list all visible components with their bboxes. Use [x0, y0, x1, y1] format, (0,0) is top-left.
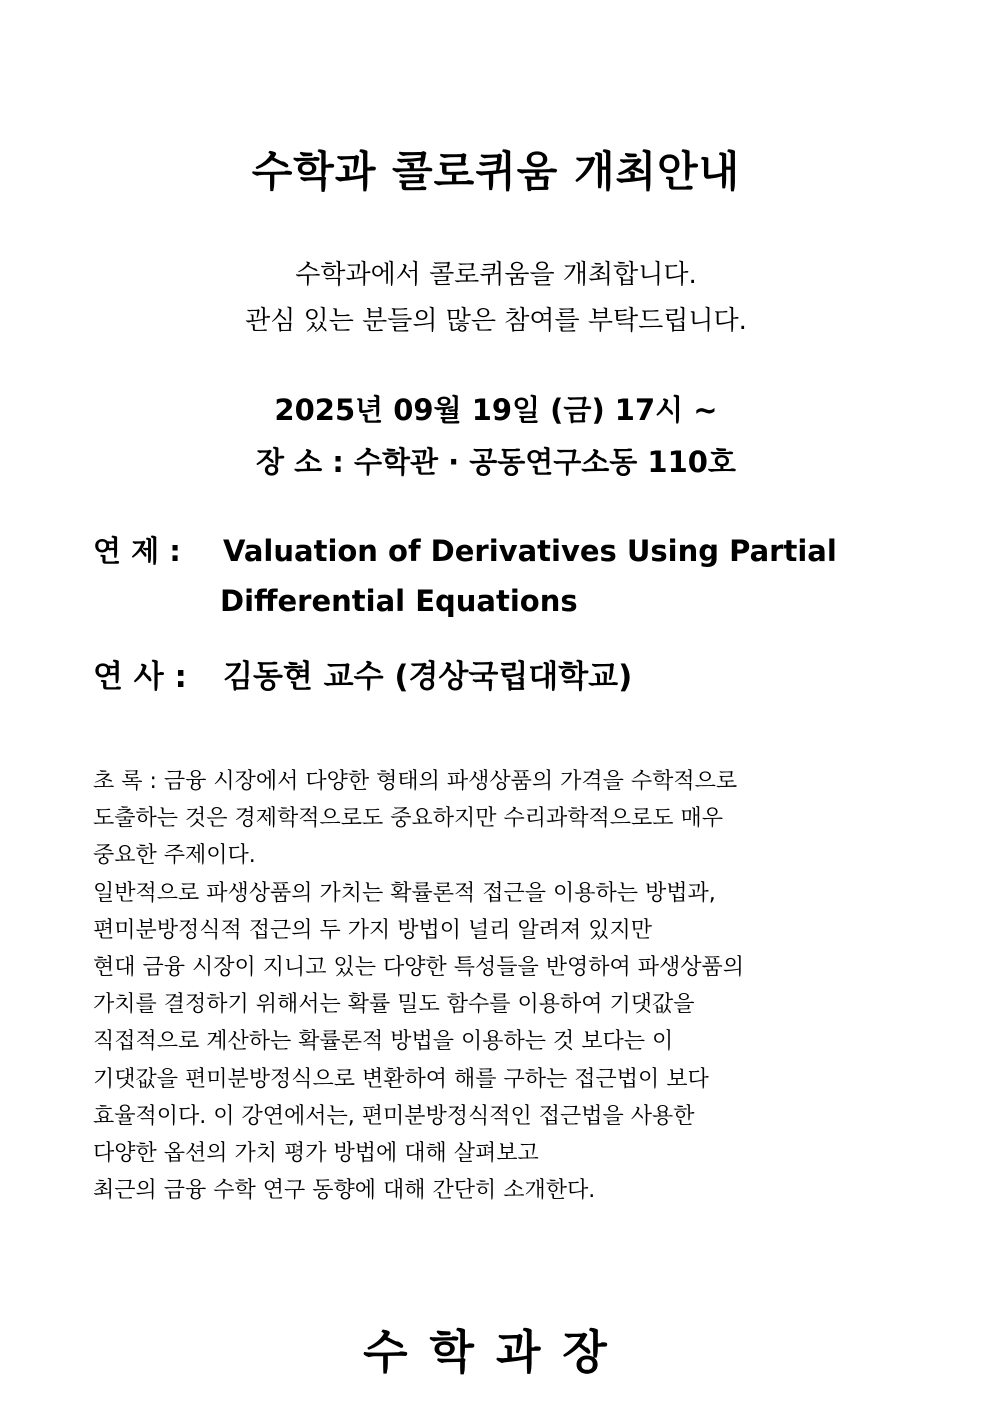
- intro-line: 수학과에서 콜로퀴움을 개최합니다.: [295, 260, 697, 290]
- event-place: [0, 436, 992, 488]
- event-datetime: 2025년 09월 19일 (금) 17시 ~: [274, 393, 718, 427]
- intro-line: 관심 있는 분들의 많은 참여를 부탁드립니다.: [245, 306, 747, 336]
- abstract-line: 편미분방정식적 접근의 두 가지 방법이 널리 알려져 있지만: [93, 917, 653, 943]
- issuer-signature: 수학과장: [363, 1325, 629, 1379]
- place-label: 장 소 :: [256, 445, 344, 479]
- page-title: 수학과 콜로퀴움 개최안내: [251, 147, 741, 196]
- topic-title-line: Valuation of Derivatives Using Partial: [223, 534, 837, 568]
- topic-row: [93, 526, 837, 576]
- abstract-line: 현대 금융 시장이 지니고 있는 다양한 특성들을 반영하여 파생상품의: [93, 955, 745, 981]
- abstract-line: 일반적으로 파생상품의 가치는 확률론적 접근을 이용하는 방법과,: [93, 880, 716, 906]
- intro-text: [0, 252, 992, 344]
- talk-speaker: [93, 652, 632, 702]
- speaker-label: 연 사 :: [93, 659, 187, 695]
- abstract-line: 직접적으로 계산하는 확률론적 방법을 이용하는 것 보다는 이: [93, 1029, 674, 1055]
- event-info: [0, 384, 992, 488]
- topic-label: 연 제 :: [93, 534, 181, 568]
- abstract-line: 도출하는 것은 경제학적으로도 중요하지만 수리과학적으로도 매우: [93, 806, 724, 832]
- abstract-line: 최근의 금융 수학 연구 동향에 대해 간단히 소개한다.: [93, 1178, 596, 1204]
- topic-row: [93, 576, 837, 626]
- talk-topic: [93, 526, 837, 626]
- abstract-line: 가치를 결정하기 위해서는 확률 밀도 함수를 이용하여 기댓값을: [93, 992, 695, 1018]
- abstract-line: 다양한 옵션의 가치 평가 방법에 대해 살펴보고: [93, 1141, 539, 1167]
- place-value: 수학관 · 공동연구소동 110호: [353, 445, 736, 479]
- abstract-line: 효율적이다. 이 강연에서는, 편미분방정식적인 접근법을 사용한: [93, 1103, 695, 1129]
- topic-title-line: Differential Equations: [220, 584, 578, 618]
- speaker-value: 김동현 교수 (경상국립대학교): [223, 659, 633, 695]
- abstract-line: 초 록 : 금융 시장에서 다양한 형태의 파생상품의 가격을 수학적으로: [93, 769, 738, 794]
- abstract: [93, 763, 913, 1209]
- abstract-line: 기댓값을 편미분방정식으로 변환하여 해를 구하는 접근법이 보다: [93, 1066, 709, 1092]
- abstract-line: 중요한 주제이다.: [93, 843, 256, 869]
